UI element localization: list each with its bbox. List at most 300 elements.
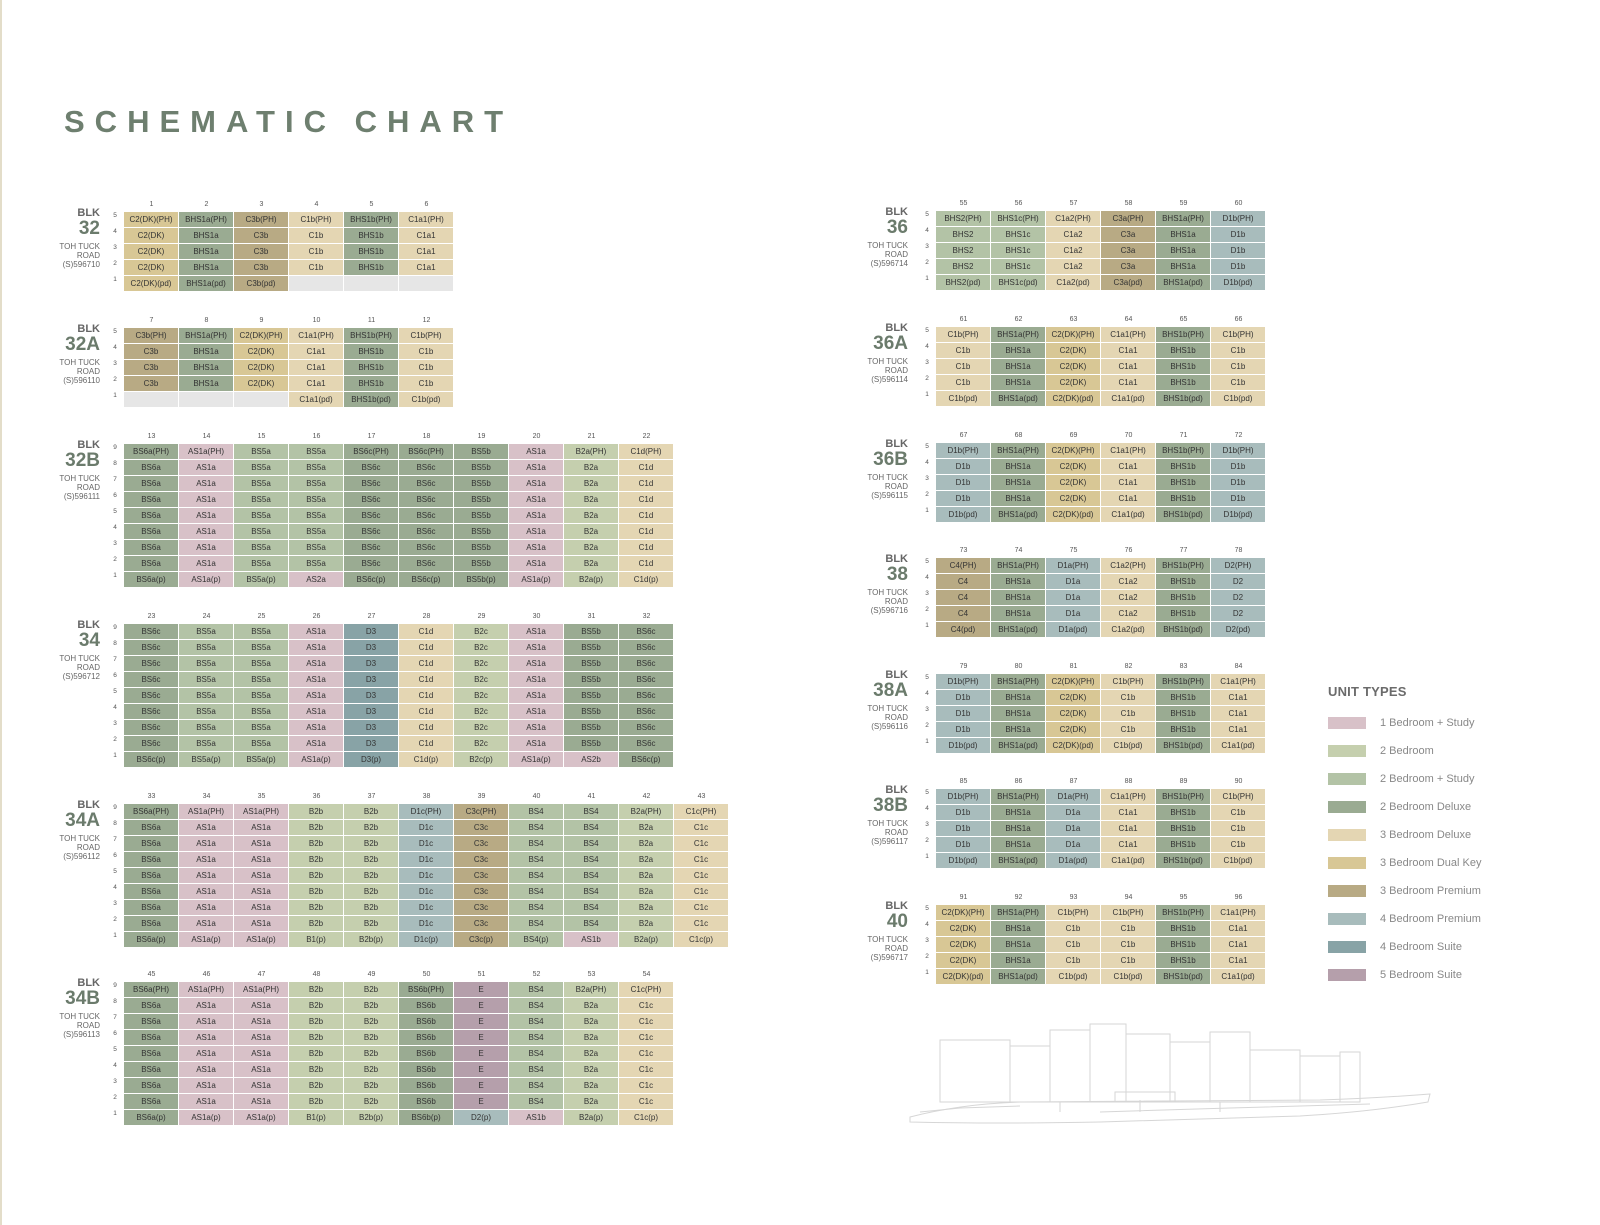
unit-cell: C2(DK): [1046, 491, 1101, 507]
floor-row: [925, 853, 1266, 869]
blk-prefix: BLK: [77, 619, 100, 631]
unit-cell: AS1a: [509, 540, 564, 556]
legend-item: [1328, 821, 1482, 849]
stack-number: 32: [642, 613, 651, 620]
unit-cell: B2a(PH): [619, 804, 674, 820]
unit-cell: BHS1a(pd): [991, 738, 1046, 754]
unit-cell: B2a: [564, 476, 619, 492]
floor-row: [113, 1110, 674, 1126]
unit-cell: B2a: [564, 1094, 619, 1110]
unit-cell: D2: [1211, 574, 1266, 590]
unit-cell: C1a2: [1101, 606, 1156, 622]
legend-item: [1328, 709, 1482, 737]
unit-cell: AS2b: [564, 752, 619, 768]
unit-cell: D3: [344, 704, 399, 720]
unit-cell: B2a(PH): [564, 444, 619, 460]
unit-cell: C4(PH): [936, 558, 991, 574]
unit-cell: BS6c: [619, 640, 674, 656]
floor-number: 5: [113, 212, 117, 219]
unit-cell: BHS1a: [179, 360, 234, 376]
unit-cell: C3b: [124, 376, 179, 392]
address-line: ROAD: [76, 843, 100, 852]
stack-number: 54: [642, 971, 651, 978]
unit-cell: C2(DK): [1046, 359, 1101, 375]
unit-cell: D1b: [1211, 459, 1266, 475]
unit-cell: BS4: [564, 852, 619, 868]
unit-cell: C1a1: [1211, 706, 1266, 722]
floor-number: 3: [113, 720, 117, 727]
floor-row: [113, 228, 454, 244]
unit-cell: D1b: [936, 491, 991, 507]
unit-cell: BS5b: [454, 460, 509, 476]
unit-cell: BS6a(PH): [124, 444, 179, 460]
unit-cell: B2b: [344, 852, 399, 868]
unit-cell: B2a: [564, 540, 619, 556]
legend-item: [1328, 905, 1482, 933]
floor-row: [113, 540, 674, 556]
floor-number: 2: [113, 736, 117, 743]
unit-cell: AS1a(p): [179, 1110, 234, 1126]
unit-cell: B2a: [564, 1078, 619, 1094]
unit-cell: BHS1a: [991, 821, 1046, 837]
floor-number: 6: [113, 852, 117, 859]
unit-cell: BHS1b: [1156, 706, 1211, 722]
unit-cell: AS1a: [509, 688, 564, 704]
stack-number: 82: [1124, 663, 1133, 670]
unit-cell: AS1a: [509, 656, 564, 672]
legend-item: [1328, 849, 1482, 877]
unit-cell: BS5b: [564, 688, 619, 704]
unit-cell: B2a(p): [564, 572, 619, 588]
unit-cell: C1b(PH): [289, 212, 344, 228]
stack-number: 5: [369, 201, 374, 208]
stack-number: 14: [202, 433, 211, 440]
unit-cell: B2b: [289, 884, 344, 900]
stack-number: 59: [1179, 200, 1188, 207]
unit-cell: BHS1b: [1156, 375, 1211, 391]
unit-cell: AS1a(p): [234, 932, 289, 948]
unit-cell: C1d: [619, 492, 674, 508]
address-line: TOH TUCK: [867, 473, 908, 482]
unit-cell: BS5a: [289, 476, 344, 492]
unit-cell: [344, 276, 399, 292]
unit-cell: C1a1: [1211, 953, 1266, 969]
unit-cell: AS1a: [179, 868, 234, 884]
unit-cell: B2b: [289, 998, 344, 1014]
unit-cell: BHS1a: [991, 590, 1046, 606]
unit-cell: BS6c: [124, 640, 179, 656]
unit-cell: BHS1b(PH): [1156, 905, 1211, 921]
unit-cell: BS6a(p): [124, 1110, 179, 1126]
floor-number: 2: [113, 260, 117, 267]
unit-cell: BS5b: [454, 540, 509, 556]
unit-cell: BHS1b(pd): [1156, 622, 1211, 638]
unit-cell: AS1a: [289, 672, 344, 688]
unit-cell: BS6c: [124, 736, 179, 752]
unit-cell: D1c: [399, 820, 454, 836]
unit-cell: C3a: [1101, 227, 1156, 243]
unit-cell: B2a: [619, 820, 674, 836]
floor-row: [113, 392, 454, 408]
stack-number: 35: [257, 793, 266, 800]
unit-cell: C3b: [234, 228, 289, 244]
unit-cell: C1a1: [1211, 921, 1266, 937]
block-address: [812, 935, 908, 962]
floor-number: 3: [113, 540, 117, 547]
unit-cell: C1b: [1046, 937, 1101, 953]
unit-cell: C2(DK): [124, 260, 179, 276]
floor-number: 1: [113, 572, 117, 579]
unit-cell: BS6c: [619, 704, 674, 720]
unit-cell: D3: [344, 624, 399, 640]
unit-cell: C2(DK): [936, 921, 991, 937]
unit-cell: BHS2: [936, 227, 991, 243]
floor-row: [925, 507, 1266, 523]
unit-cell: BHS1b: [1156, 459, 1211, 475]
unit-cell: BHS1b(PH): [344, 328, 399, 344]
unit-cell: BS6a: [124, 1062, 179, 1078]
blk-prefix: BLK: [885, 669, 908, 681]
floor-row: [113, 344, 454, 360]
unit-cell: BHS1a: [991, 837, 1046, 853]
address-line: (S)596716: [870, 606, 908, 615]
stack-numbers: [936, 197, 1266, 211]
stack-number: 63: [1069, 316, 1078, 323]
unit-cell: C1a1(pd): [1101, 391, 1156, 407]
stack-number: 48: [312, 971, 321, 978]
unit-cell: BS6a: [124, 1078, 179, 1094]
unit-cell: D1c: [399, 900, 454, 916]
unit-cell: BHS1a(PH): [991, 558, 1046, 574]
unit-cell: BS6a: [124, 556, 179, 572]
unit-grid: [925, 313, 1266, 407]
unit-cell: C1a1: [289, 360, 344, 376]
stack-number: 40: [532, 793, 541, 800]
unit-cell: AS1a: [179, 852, 234, 868]
unit-cell: BS6a: [124, 900, 179, 916]
unit-cell: C1d: [619, 540, 674, 556]
unit-cell: BS5a: [234, 640, 289, 656]
unit-cell: AS1a: [234, 820, 289, 836]
unit-cell: BS5a: [234, 476, 289, 492]
unit-cell: BS6c: [344, 460, 399, 476]
unit-cell: BS6c(p): [619, 752, 674, 768]
unit-cell: B2b(p): [344, 932, 399, 948]
unit-cell: AS1a: [179, 916, 234, 932]
unit-cell: C1c(PH): [619, 982, 674, 998]
unit-cell: BS6a: [124, 820, 179, 836]
unit-cell: C2(DK): [124, 228, 179, 244]
floor-row: [113, 688, 674, 704]
unit-cell: BHS1a: [991, 574, 1046, 590]
address-line: ROAD: [884, 482, 908, 491]
block-label: [4, 800, 100, 861]
unit-cell: BHS1b(PH): [1156, 327, 1211, 343]
unit-cell: AS1a: [179, 524, 234, 540]
unit-cell: B2b: [289, 1094, 344, 1110]
floor-number: 5: [113, 328, 117, 335]
stack-numbers: [936, 313, 1266, 327]
floor-number: 4: [113, 344, 117, 351]
unit-cell: C2(DK): [1046, 475, 1101, 491]
unit-cell: D1b: [1211, 227, 1266, 243]
stack-number: 67: [959, 432, 968, 439]
unit-cell: BHS1b: [1156, 606, 1211, 622]
blk-prefix: BLK: [885, 553, 908, 565]
unit-cell: BS5a: [289, 556, 344, 572]
unit-cell: D3: [344, 640, 399, 656]
unit-cell: D1a(PH): [1046, 789, 1101, 805]
floor-row: [113, 1046, 674, 1062]
legend-item: [1328, 737, 1482, 765]
unit-cell: BS5a: [234, 556, 289, 572]
stack-number: 8: [204, 317, 209, 324]
unit-cell: BHS1a(pd): [991, 507, 1046, 523]
floor-number: 4: [925, 459, 929, 466]
unit-cell: B2a: [564, 1062, 619, 1078]
unit-cell: B2b: [344, 804, 399, 820]
stack-number: 33: [147, 793, 156, 800]
unit-cell: C1b: [399, 360, 454, 376]
unit-cell: BS4: [509, 998, 564, 1014]
unit-cell: D1a: [1046, 606, 1101, 622]
floor-row: [925, 343, 1266, 359]
unit-cell: D1c: [399, 852, 454, 868]
unit-cell: C1a2(PH): [1046, 211, 1101, 227]
unit-cell: C1b: [399, 344, 454, 360]
floor-row: [925, 558, 1266, 574]
floor-number: 9: [113, 804, 117, 811]
unit-cell: BHS1b: [1156, 475, 1211, 491]
unit-cell: C1c: [619, 1046, 674, 1062]
unit-cell: C1a2: [1046, 243, 1101, 259]
unit-cell: BS5b: [564, 720, 619, 736]
stack-number: 60: [1234, 200, 1243, 207]
unit-cell: BS5a: [179, 688, 234, 704]
unit-cell: C1d(PH): [619, 444, 674, 460]
unit-cell: C3a: [1101, 259, 1156, 275]
stack-number: 22: [642, 433, 651, 440]
unit-cell: C1d: [619, 476, 674, 492]
unit-cell: BHS1b(PH): [1156, 674, 1211, 690]
unit-cell: D3: [344, 736, 399, 752]
unit-cell: C1a2: [1101, 590, 1156, 606]
unit-cell: BS5b: [564, 672, 619, 688]
legend-label: 3 Bedroom Dual Key: [1380, 857, 1482, 869]
floor-row: [925, 443, 1266, 459]
floor-number: 4: [113, 228, 117, 235]
unit-cell: BS6c: [399, 508, 454, 524]
unit-cell: E: [454, 998, 509, 1014]
unit-cell: BS5a: [289, 508, 344, 524]
floor-row: [113, 1094, 674, 1110]
address-line: (S)596114: [871, 375, 908, 384]
unit-cell: BS6a: [124, 852, 179, 868]
unit-cell: BS6c: [399, 540, 454, 556]
unit-cell: BS6c: [344, 524, 399, 540]
floor-number: 5: [113, 1046, 117, 1053]
unit-cell: B2a: [564, 1014, 619, 1030]
unit-cell: C1a1: [1101, 343, 1156, 359]
unit-cell: BS5a: [289, 444, 344, 460]
unit-cell: C1b: [1101, 722, 1156, 738]
unit-cell: D1b(PH): [936, 443, 991, 459]
unit-cell: BS4: [509, 916, 564, 932]
stack-number: 70: [1124, 432, 1133, 439]
unit-cell: B2a: [619, 836, 674, 852]
unit-cell: BHS1b: [1156, 805, 1211, 821]
unit-cell: BS5b: [564, 640, 619, 656]
unit-cell: BS5a: [234, 656, 289, 672]
block-address: [812, 819, 908, 846]
unit-cell: BHS1b: [1156, 722, 1211, 738]
legend-item: [1328, 961, 1482, 989]
stack-number: 37: [367, 793, 376, 800]
unit-cell: B2b: [289, 1062, 344, 1078]
unit-cell: BS5b: [454, 444, 509, 460]
unit-cell: AS1a: [509, 672, 564, 688]
stack-number: 85: [959, 778, 968, 785]
unit-cell: D1c(p): [399, 932, 454, 948]
unit-cell: BS4: [564, 900, 619, 916]
unit-cell: B2b: [344, 982, 399, 998]
unit-cell: BS5a: [234, 444, 289, 460]
address-line: (S)596712: [62, 672, 100, 681]
unit-cell: C1a2: [1046, 227, 1101, 243]
floor-row: [113, 360, 454, 376]
unit-cell: BS6b: [399, 998, 454, 1014]
unit-cell: C2(DK): [936, 953, 991, 969]
address-line: ROAD: [884, 944, 908, 953]
stack-numbers: [124, 314, 454, 328]
unit-cell: BHS1a(PH): [991, 443, 1046, 459]
unit-cell: B2c: [454, 688, 509, 704]
unit-cell: BS6a: [124, 540, 179, 556]
unit-cell: BHS1b: [1156, 359, 1211, 375]
floor-number: 5: [925, 558, 929, 565]
unit-cell: BS5b: [564, 656, 619, 672]
stack-number: 1: [149, 201, 154, 208]
stack-number: 24: [202, 613, 211, 620]
unit-cell: C1b: [1211, 837, 1266, 853]
unit-cell: AS1b: [564, 932, 619, 948]
unit-cell: AS1a: [234, 1078, 289, 1094]
unit-cell: C2(DK)(PH): [234, 328, 289, 344]
block-label: [812, 785, 908, 846]
unit-cell: AS1a: [234, 916, 289, 932]
block-address: [4, 834, 100, 861]
floor-number: 5: [925, 211, 929, 218]
unit-cell: BHS1a: [991, 921, 1046, 937]
blk-prefix: BLK: [885, 322, 908, 334]
unit-cell: C1a1: [399, 244, 454, 260]
block-address: [812, 241, 908, 268]
stack-number: 83: [1179, 663, 1188, 670]
unit-cell: BS6a: [124, 868, 179, 884]
unit-cell: D3(p): [344, 752, 399, 768]
stack-number: 12: [422, 317, 431, 324]
unit-cell: BHS1a: [991, 359, 1046, 375]
unit-cell: D3: [344, 672, 399, 688]
floor-number: 4: [925, 227, 929, 234]
legend-swatch: [1328, 913, 1366, 925]
unit-cell: B2b: [289, 836, 344, 852]
floor-number: 2: [113, 376, 117, 383]
unit-cell: C1b(pd): [1101, 738, 1156, 754]
unit-cell: BS5a(p): [234, 572, 289, 588]
floor-number: 5: [925, 789, 929, 796]
address-line: (S)596710: [62, 260, 100, 269]
stack-number: 7: [149, 317, 154, 324]
unit-cell: C1b: [1211, 821, 1266, 837]
stack-number: 34: [202, 793, 211, 800]
unit-cell: BHS1c: [991, 243, 1046, 259]
unit-cell: BS6a(p): [124, 932, 179, 948]
unit-cell: C1b(PH): [1211, 327, 1266, 343]
unit-cell: BS5b: [564, 624, 619, 640]
unit-cell: C1b: [289, 244, 344, 260]
address-line: TOH TUCK: [867, 241, 908, 250]
unit-cell: D1a: [1046, 837, 1101, 853]
stack-number: 92: [1014, 894, 1023, 901]
floor-row: [113, 376, 454, 392]
unit-cell: BS5a: [234, 736, 289, 752]
unit-cell: BS5a: [234, 704, 289, 720]
legend-label: 4 Bedroom Suite: [1380, 941, 1462, 953]
unit-cell: D1b: [936, 475, 991, 491]
unit-cell: BS6b: [399, 1030, 454, 1046]
floor-number: 6: [113, 492, 117, 499]
unit-cell: D1b: [936, 805, 991, 821]
unit-cell: BHS1a: [1156, 243, 1211, 259]
block-number: 36B: [873, 449, 908, 470]
block-number: 34A: [65, 810, 100, 831]
legend-item: [1328, 793, 1482, 821]
unit-cell: AS1a: [509, 460, 564, 476]
unit-cell: BS6b: [399, 1094, 454, 1110]
unit-cell: BS6c: [619, 656, 674, 672]
unit-cell: B2b: [344, 868, 399, 884]
unit-cell: BS6c: [344, 476, 399, 492]
floor-row: [113, 932, 729, 948]
stack-number: 52: [532, 971, 541, 978]
blk-prefix: BLK: [77, 439, 100, 451]
floor-number: 1: [925, 969, 929, 976]
floor-row: [113, 1078, 674, 1094]
unit-cell: BHS1a(PH): [991, 327, 1046, 343]
block-number: 34: [78, 630, 100, 651]
floor-row: [113, 720, 674, 736]
unit-cell: BS6a: [124, 460, 179, 476]
unit-cell: B2c: [454, 672, 509, 688]
unit-cell: BHS1a: [991, 805, 1046, 821]
unit-cell: BHS1c: [991, 227, 1046, 243]
floor-row: [925, 789, 1266, 805]
stack-number: 10: [312, 317, 321, 324]
unit-cell: BS6a: [124, 884, 179, 900]
unit-cell: BHS1b: [1156, 953, 1211, 969]
unit-cell: D1a: [1046, 821, 1101, 837]
unit-cell: D1b: [936, 459, 991, 475]
stack-number: 16: [312, 433, 321, 440]
unit-cell: AS1a: [179, 1094, 234, 1110]
unit-cell: C4: [936, 606, 991, 622]
unit-cell: D1c: [399, 868, 454, 884]
unit-cell: D3: [344, 656, 399, 672]
unit-cell: C1a1(PH): [1101, 789, 1156, 805]
unit-cell: [179, 392, 234, 408]
unit-cell: B2b(p): [344, 1110, 399, 1126]
